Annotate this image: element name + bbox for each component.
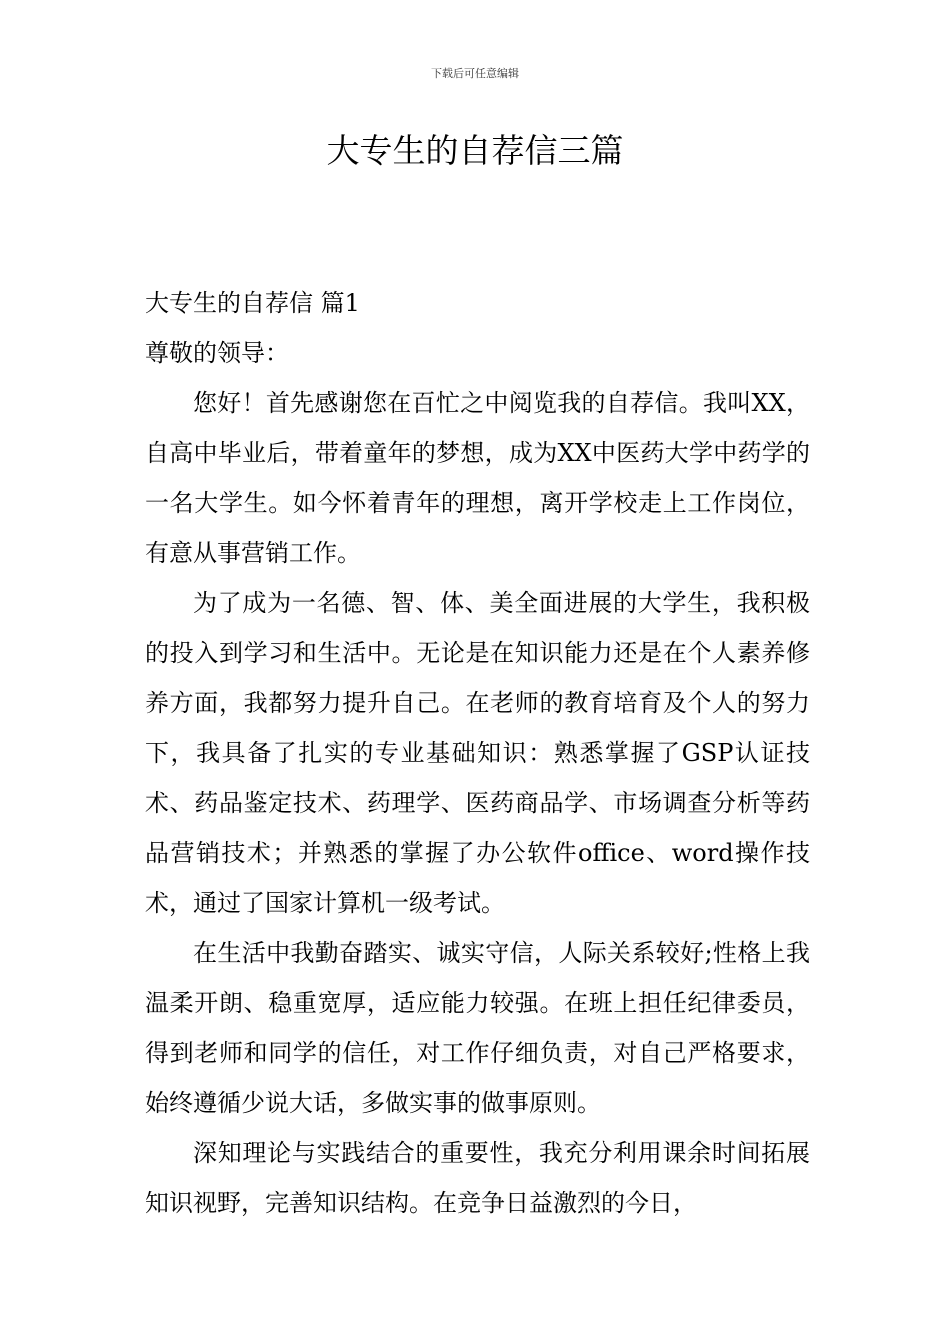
section-heading: 大专生的自荐信 篇1	[145, 289, 360, 317]
paragraph-2: 为了成为一名德、智、体、美全面进展的大学生，我积极的投入到学习和生活中。无论是在知识能力还是在个人素养修养方面，我都努力提升自己。在老师的教育培育及个人的努力下，我具备了扎实的专业基础知识：熟悉掌握了GSP认证技术、药品鉴定技术、药理学、医药商品学、市场调查分析等药品营销技术；并熟悉的掌握了办公软件office、word操作技术，通过了国家计算机一级考试。	[145, 589, 810, 917]
letter-body	[145, 278, 810, 1228]
paragraph-3: 在生活中我勤奋踏实、诚实守信，人际关系较好;性格上我温柔开朗、稳重宽厚，适应能力较强。在班上担任纪律委员，得到老师和同学的信任，对工作仔细负责，对自己严格要求，始终遵循少说大话，多做实事的做事原则。	[145, 939, 810, 1117]
download-note: 下载后可任意编辑	[431, 67, 519, 80]
paragraph-1: 您好！首先感谢您在百忙之中阅览我的自荐信。我叫XX，自高中毕业后，带着童年的梦想，成为XX中医药大学中药学的一名大学生。如今怀着青年的理想，离开学校走上工作岗位，有意从事营销工作。	[145, 389, 810, 567]
document-title: 大专生的自荐信三篇	[326, 131, 624, 170]
salutation: 尊敬的领导：	[145, 339, 289, 367]
paragraph-4: 深知理论与实践结合的重要性，我充分利用课余时间拓展知识视野，完善知识结构。在竞争日益激烈的今日，	[145, 1139, 810, 1217]
